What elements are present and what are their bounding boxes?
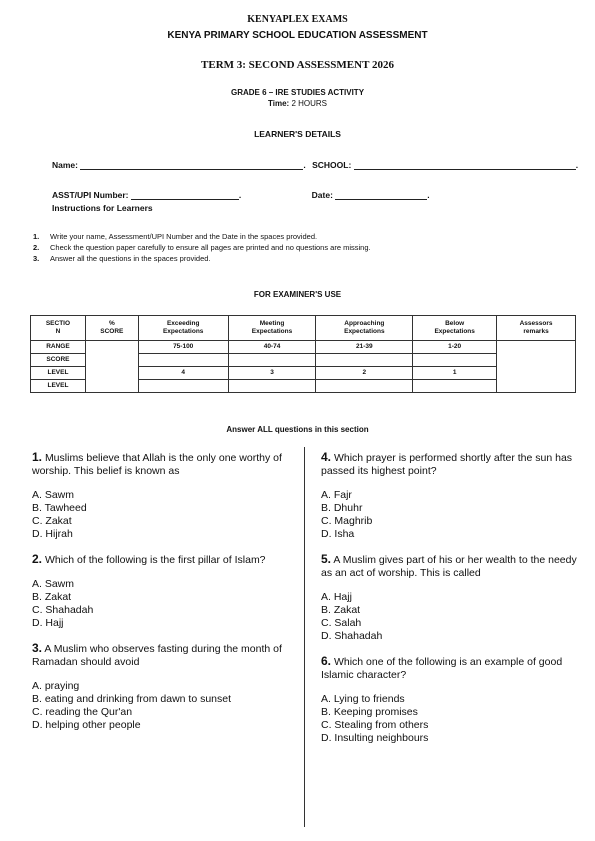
- name-school-row: [52, 159, 578, 170]
- question-number: 4.: [321, 450, 332, 464]
- upi-label: ASST/UPI Number:: [52, 190, 129, 200]
- answer-option[interactable]: C. Salah: [321, 617, 362, 629]
- column-divider: [304, 447, 305, 827]
- date-field[interactable]: [335, 189, 430, 200]
- header-exceeding: Exceeding Expectations: [138, 316, 228, 341]
- question-1: [32, 451, 290, 541]
- upi-date-row: [52, 189, 430, 200]
- question-number: 5.: [321, 552, 332, 566]
- percent-score-cell[interactable]: [85, 341, 138, 393]
- term-title: TERM 3: SECOND ASSESSMENT 2026: [201, 59, 394, 71]
- instruction-number: 2.: [33, 243, 40, 252]
- name-field[interactable]: [80, 159, 306, 170]
- answer-option[interactable]: B. Keeping promises: [321, 706, 418, 718]
- date-label: Date:: [311, 190, 333, 200]
- examiner-title: FOR EXAMINER'S USE: [253, 290, 342, 299]
- question-text: Which one of the following is an example of good Islamic character?: [321, 656, 563, 681]
- instruction-number: 3.: [33, 254, 40, 263]
- assessors-remarks-cell[interactable]: [497, 341, 576, 393]
- instructions-title: Instructions for Learners: [52, 203, 153, 213]
- answer-option[interactable]: A. praying: [32, 680, 80, 692]
- table-cell[interactable]: [316, 380, 413, 393]
- answer-option[interactable]: A. Sawm: [32, 489, 75, 501]
- table-cell[interactable]: [228, 354, 316, 367]
- row-label: RANGE: [31, 341, 86, 354]
- answer-option[interactable]: C. reading the Qur'an: [32, 706, 133, 718]
- header-below: Below Expectations: [413, 316, 497, 341]
- section-instruction: Answer ALL questions in this section: [226, 425, 369, 434]
- table-cell[interactable]: [316, 354, 413, 367]
- table-cell[interactable]: [413, 354, 497, 367]
- upi-field-end: .: [238, 190, 242, 200]
- school-label: SCHOOL:: [312, 160, 352, 170]
- row-label: SCORE: [31, 354, 86, 367]
- table-cell[interactable]: [138, 380, 228, 393]
- question-2: [32, 553, 290, 630]
- table-cell[interactable]: [413, 380, 497, 393]
- question-number: 2.: [32, 552, 43, 566]
- instruction-text: Check the question paper carefully to ensure all pages are printed and no questions are missing.: [50, 243, 371, 252]
- date-field-end: .: [427, 190, 430, 200]
- school-field[interactable]: [354, 159, 579, 170]
- instruction-number: 1.: [33, 232, 40, 241]
- row-label: LEVEL: [31, 367, 86, 380]
- questions-right-column: [321, 451, 579, 757]
- instruction-text: Write your name, Assessment/UPI Number and the Date in the spaces provided.: [50, 232, 318, 241]
- assessment-title: KENYA PRIMARY SCHOOL EDUCATION ASSESSMENT: [167, 30, 428, 41]
- answer-option[interactable]: D. Hijrah: [32, 528, 73, 540]
- instruction-item: [33, 253, 371, 264]
- answer-option[interactable]: D. helping other people: [32, 719, 141, 731]
- instruction-item: [33, 231, 371, 242]
- answer-option[interactable]: B. Dhuhr: [321, 502, 363, 514]
- answer-option[interactable]: D. Isha: [321, 528, 355, 540]
- question-5: [321, 553, 579, 643]
- table-cell: 3: [228, 367, 316, 380]
- answer-option[interactable]: B. eating and drinking from dawn to sunset: [32, 693, 232, 705]
- question-4: [321, 451, 579, 541]
- instruction-item: [33, 242, 371, 253]
- name-label: Name:: [52, 160, 78, 170]
- header-approaching: Approaching Expectations: [316, 316, 413, 341]
- row-label: LEVEL: [31, 380, 86, 393]
- table-cell: 75-100: [138, 341, 228, 354]
- examiner-table: [30, 315, 576, 393]
- table-cell: 2: [316, 367, 413, 380]
- question-number: 1.: [32, 450, 43, 464]
- time-line: [0, 99, 595, 108]
- table-cell: 4: [138, 367, 228, 380]
- time-value: 2 HOURS: [291, 99, 327, 108]
- question-text: Which of the following is the first pillar of Islam?: [44, 554, 266, 566]
- table-cell: 40-74: [228, 341, 316, 354]
- table-cell[interactable]: [228, 380, 316, 393]
- header-meeting: Meeting Expectations: [228, 316, 316, 341]
- question-6: [321, 655, 579, 745]
- answer-option[interactable]: A. Hajj: [321, 591, 352, 603]
- answer-option[interactable]: C. Shahadah: [32, 604, 94, 616]
- name-field-end: .: [303, 160, 306, 170]
- header-section: SECTIO N: [31, 316, 86, 341]
- answer-option[interactable]: B. Tawheed: [32, 502, 87, 514]
- table-cell: 1: [413, 367, 497, 380]
- answer-option[interactable]: C. Maghrib: [321, 515, 373, 527]
- question-text: A Muslim gives part of his or her wealth to the needy as an act of worship. This is called: [321, 554, 577, 579]
- answer-option[interactable]: A. Fajr: [321, 489, 352, 501]
- answer-option[interactable]: A. Lying to friends: [321, 693, 405, 705]
- table-row: [31, 341, 576, 354]
- answer-option[interactable]: D. Shahadah: [321, 630, 383, 642]
- answer-option[interactable]: D. Hajj: [32, 617, 64, 629]
- upi-field[interactable]: [131, 189, 242, 200]
- answer-option[interactable]: B. Zakat: [321, 604, 361, 616]
- time-label: Time:: [268, 99, 290, 108]
- learner-details-heading: LEARNER'S DETAILS: [254, 129, 341, 139]
- answer-option[interactable]: C. Stealing from others: [321, 719, 429, 731]
- header-assessors-remarks: Assessors remarks: [497, 316, 576, 341]
- question-number: 3.: [32, 641, 43, 655]
- table-cell: 1-20: [413, 341, 497, 354]
- question-number: 6.: [321, 654, 332, 668]
- question-3: [32, 642, 290, 732]
- instructions-list: [33, 231, 371, 264]
- answer-option[interactable]: D. Insulting neighbours: [321, 732, 429, 744]
- table-cell: 21-39: [316, 341, 413, 354]
- answer-option[interactable]: C. Zakat: [32, 515, 72, 527]
- question-text: Muslims believe that Allah is the only one worthy of worship. This belief is known as: [32, 452, 282, 477]
- subject-title: GRADE 6 – IRE STUDIES ACTIVITY: [230, 88, 365, 97]
- exam-org-title: KENYAPLEX EXAMS: [247, 14, 348, 25]
- answer-option[interactable]: B. Zakat: [32, 591, 72, 603]
- question-text: A Muslim who observes fasting during the month of Ramadan should avoid: [32, 643, 282, 668]
- answer-option[interactable]: A. Sawm: [32, 578, 75, 590]
- questions-left-column: [32, 451, 290, 744]
- table-header-row: [31, 316, 576, 341]
- header-percent-score: % SCORE: [85, 316, 138, 341]
- school-field-end: .: [575, 160, 579, 170]
- question-text: Which prayer is performed shortly after the sun has passed its highest point?: [321, 452, 573, 477]
- instruction-text: Answer all the questions in the spaces provided.: [50, 254, 211, 263]
- table-cell[interactable]: [138, 354, 228, 367]
